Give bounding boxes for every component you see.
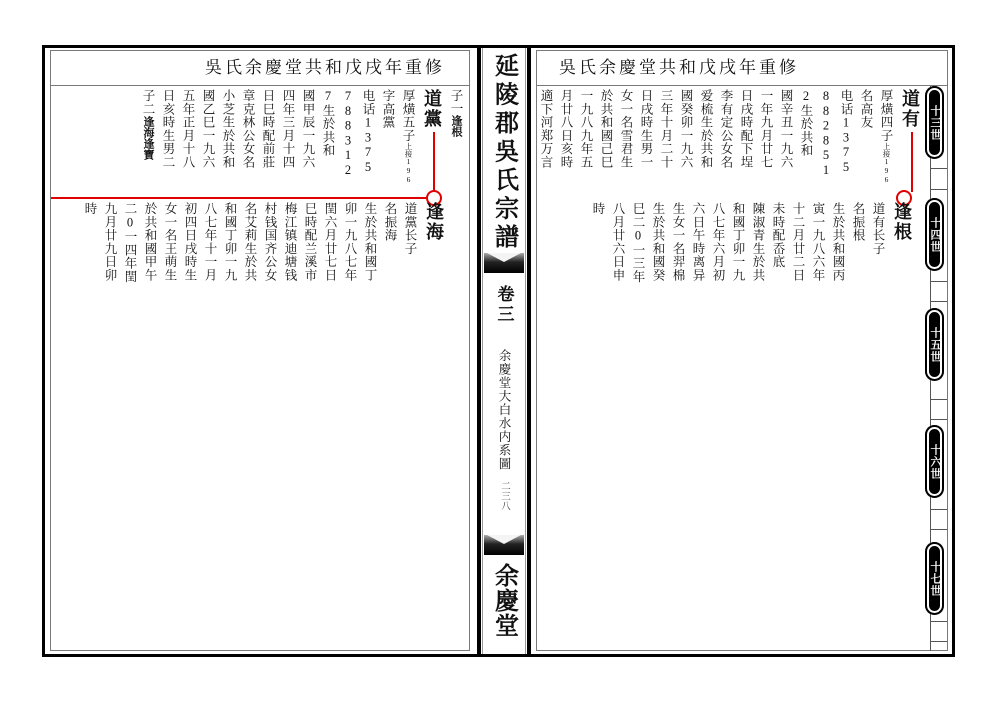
text-column: 梅江镇迪塘钱 bbox=[283, 202, 297, 282]
generation-tab bbox=[925, 86, 944, 159]
lineage-line-vertical bbox=[433, 132, 435, 190]
spine-hall-name: 余慶堂 bbox=[490, 563, 517, 638]
text-column: 時 bbox=[83, 202, 97, 216]
tab-strip-divider bbox=[930, 189, 947, 190]
tab-strip-divider bbox=[930, 509, 947, 510]
son-note-label: 子一 bbox=[449, 89, 463, 115]
text-column: 未時配岙底 bbox=[771, 202, 785, 269]
spine-title: 延陵郡吳氏宗譜 bbox=[490, 53, 517, 253]
text-column: 名高友 bbox=[859, 89, 873, 129]
text-column: 爱梳生於共和 bbox=[699, 89, 713, 169]
text-column: 閏六月廿七日 bbox=[323, 202, 337, 282]
lineage-line-horizontal bbox=[51, 197, 427, 199]
text-column: 生於共和國丁 bbox=[363, 202, 377, 282]
tab-strip-divider bbox=[930, 621, 947, 622]
text-column: 厚熿四子上接196 bbox=[879, 89, 893, 185]
person-name: 道有 bbox=[900, 89, 920, 129]
spine-subtitle: 余慶堂大白水内系圖 bbox=[497, 349, 511, 471]
text-column: 寅一九八六年 bbox=[811, 202, 825, 282]
text-column: 小芝生於共和 bbox=[221, 89, 235, 169]
left-page-body bbox=[51, 86, 469, 651]
text-column: 國甲辰一九六 bbox=[301, 89, 315, 169]
right-page bbox=[536, 50, 948, 651]
son-note-column bbox=[449, 89, 463, 137]
text-column: 788312 bbox=[341, 89, 355, 178]
fishtail-ornament-top bbox=[484, 253, 524, 273]
entry-feng-gen bbox=[591, 202, 913, 352]
text-column: 一年九月廿七 bbox=[759, 89, 773, 169]
generation-tab bbox=[925, 308, 944, 381]
text-column: 國癸卯一九六 bbox=[679, 89, 693, 169]
children-names: 逢海逢寶 bbox=[142, 115, 154, 160]
text-column: 八七年十一月 bbox=[203, 202, 217, 282]
text-column: 村钱国齐公女 bbox=[263, 202, 277, 282]
text-column: 882851 bbox=[819, 89, 833, 178]
text-column: 卯一九八七年 bbox=[343, 202, 357, 282]
entry-feng-hai bbox=[83, 202, 445, 352]
text-column: 厚熿五子上接196 bbox=[401, 89, 415, 185]
generation-tab-label: 十五世 bbox=[929, 326, 941, 363]
generation-tab-label: 十四世 bbox=[929, 216, 941, 253]
lineage-line-vertical bbox=[911, 132, 913, 192]
continuation-note: 上接196 bbox=[404, 142, 413, 185]
person-name: 逢海 bbox=[424, 202, 444, 242]
tab-strip-divider bbox=[930, 529, 947, 530]
text-column: 三年十月二十 bbox=[659, 89, 673, 169]
generation-tab-label: 十三世 bbox=[929, 104, 941, 141]
spine-page-number: 二三八 bbox=[499, 481, 509, 511]
text-column: 名振根 bbox=[851, 202, 865, 242]
book-spine bbox=[477, 45, 531, 657]
left-page-header: 吳氏余慶堂共和戊戌年重修 bbox=[51, 51, 469, 86]
text-column: 章克林公女名 bbox=[241, 89, 255, 169]
text-column: 和國丁卯一九 bbox=[731, 202, 745, 282]
text-column: 道黨长子 bbox=[403, 202, 417, 256]
text-column: 時 bbox=[591, 202, 605, 216]
tab-strip-divider bbox=[930, 399, 947, 400]
text-column: 李有定公女名 bbox=[719, 89, 733, 169]
text-column: 和國丁卯一九 bbox=[223, 202, 237, 282]
tab-strip-divider bbox=[930, 301, 947, 302]
person-name: 道黨 bbox=[422, 89, 442, 129]
text-column: 日戌時配下埕 bbox=[739, 89, 753, 169]
text-column: 生於共和國癸 bbox=[651, 202, 665, 282]
text-column: 名艾莉生於共 bbox=[243, 202, 257, 282]
generation-tab bbox=[925, 425, 944, 498]
text-column: 八月廿六日申 bbox=[611, 202, 625, 282]
text-column: 道有长子 bbox=[871, 202, 885, 256]
text-column: 適下河郑万言 bbox=[539, 89, 553, 169]
text-column: 於共和國己巳 bbox=[599, 89, 613, 169]
tab-strip-divider bbox=[930, 281, 947, 282]
text-column: 初四日戌時生 bbox=[183, 202, 197, 282]
text-column: 國辛丑一九六 bbox=[779, 89, 793, 169]
text-column: 巳時配兰溪市 bbox=[303, 202, 317, 282]
text-column: 六日午時离异 bbox=[691, 202, 705, 282]
text-column: 八七年六月初 bbox=[711, 202, 725, 282]
text-column: 月廿八日亥時 bbox=[559, 89, 573, 169]
text-column: 五年正月十八 bbox=[181, 89, 195, 169]
text-column: 名振海 bbox=[383, 202, 397, 242]
text-column: 电话1375 bbox=[839, 89, 853, 175]
text-column: 日戌時生男一 bbox=[639, 89, 653, 169]
spine-volume: 卷三 bbox=[494, 285, 514, 325]
text-column: 九月廿九日卯 bbox=[103, 202, 117, 282]
text-column: 生於共和國丙 bbox=[831, 202, 845, 282]
right-page-body bbox=[537, 86, 947, 651]
text-column: 陳淑青生於共 bbox=[751, 202, 765, 282]
left-page bbox=[50, 50, 470, 651]
text-column: 十二月廿二日 bbox=[791, 202, 805, 282]
text-column: 生女一名羿棉 bbox=[671, 202, 685, 282]
text-column: 女一名王萌生 bbox=[163, 202, 177, 282]
person-name: 逢根 bbox=[892, 202, 912, 242]
generation-tab-label: 十七世 bbox=[929, 560, 941, 597]
continuation-note: 上接196 bbox=[882, 142, 891, 185]
text-column: 巳二0一三年 bbox=[631, 202, 645, 284]
text-column: 日巳時配前莊 bbox=[261, 89, 275, 169]
text-column: 四年三月十四 bbox=[281, 89, 295, 169]
right-page-header: 吳氏余慶堂共和戊戌年重修 bbox=[537, 51, 947, 86]
generation-tab bbox=[925, 198, 944, 271]
generation-tab bbox=[925, 542, 944, 615]
text-column: 字高黨 bbox=[381, 89, 395, 129]
text-column: 日亥時生男二 bbox=[161, 89, 175, 169]
tab-strip-divider bbox=[930, 168, 947, 169]
text-column: 2生於共和 bbox=[799, 89, 813, 157]
text-column: 國乙巳一九六 bbox=[201, 89, 215, 169]
tab-strip-divider bbox=[930, 641, 947, 642]
text-column: 电话1375 bbox=[361, 89, 375, 175]
text-column: 於共和國甲午 bbox=[143, 202, 157, 282]
generation-tab-label: 十六世 bbox=[929, 443, 941, 480]
text-column: 一九八九年五 bbox=[579, 89, 593, 169]
text-column: 7生於共和 bbox=[321, 89, 335, 157]
tab-strip-divider bbox=[930, 419, 947, 420]
text-column: 子二逢海逢寶 bbox=[141, 89, 155, 160]
text-column: 女一名雪君生 bbox=[619, 89, 633, 169]
son-note-name: 逢根 bbox=[450, 115, 462, 137]
text-column: 二0一四年閏 bbox=[123, 202, 137, 284]
fishtail-ornament-bottom bbox=[484, 535, 524, 555]
